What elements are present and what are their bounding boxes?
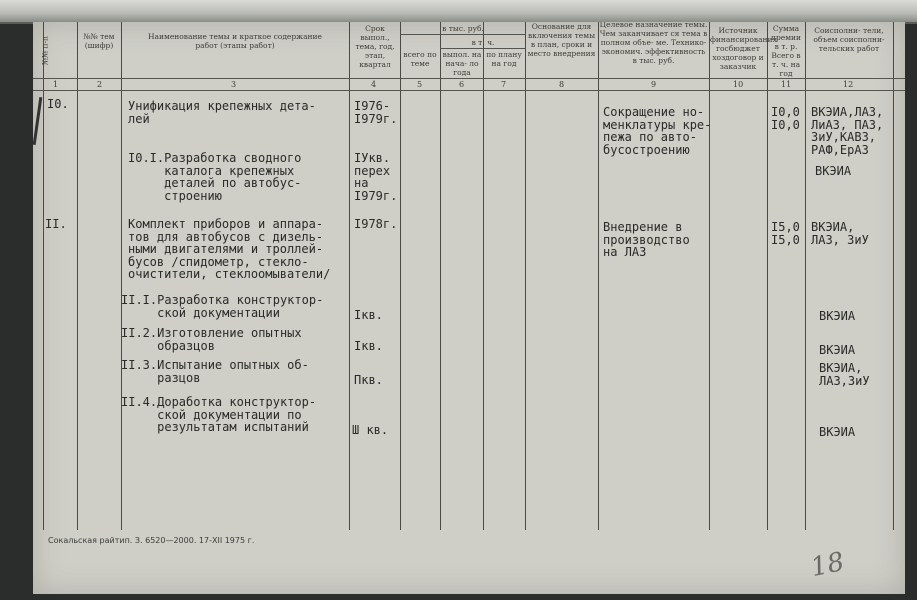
- header-premium: Сумма премии в т. р. Всего в т. ч. на год: [770, 24, 802, 78]
- header-plan: по плану на год: [486, 50, 522, 68]
- subrow-term: Iкв.: [354, 308, 383, 322]
- col-number: 4: [371, 80, 377, 89]
- col-number: 6: [459, 80, 465, 89]
- grid-line: [400, 22, 401, 530]
- subrow-coexecutors: ВКЭИА, ЛАЗ,ЗиУ: [819, 361, 870, 388]
- header-term: Срок выпол., тема, год, этап, квартал: [355, 24, 395, 69]
- header-done: выпол. на нача- ло года: [442, 50, 482, 77]
- header-no: №№ п-п: [40, 35, 50, 66]
- header-code: №№ тем (шифр): [83, 32, 115, 50]
- grid-line: [33, 78, 905, 79]
- grid-line: [43, 22, 44, 530]
- header-total: всего по теме: [403, 50, 437, 68]
- grid-line: [400, 34, 525, 35]
- row-purpose: Сокращение но- менклатуры кре- пежа по авто- бусостроению: [603, 105, 712, 157]
- col-number: 11: [781, 80, 792, 89]
- grid-line: [598, 22, 599, 530]
- header-incl: в т. ч.: [471, 38, 495, 47]
- grid-line: [77, 22, 78, 530]
- printer-footer: Сокальская райтип. З. 6520—2000. 17-XII 1975 г.: [48, 536, 255, 545]
- subrow-title: II.I.Разработка конструктор- ской документации: [121, 293, 324, 320]
- col-number: 9: [651, 80, 657, 89]
- subrow-term: Пкв.: [354, 373, 383, 387]
- row-premium: I5,0 I5,0: [771, 220, 800, 247]
- subrow-term: Ш кв.: [352, 423, 389, 437]
- header-cost: в тыс. руб.: [442, 24, 484, 33]
- row-title: Комплект приборов и аппара- тов для автобусов с дизель- ными двигателями и троллей- бусов /спидометр, стекло- очистители, стеклоомыватели/: [128, 217, 331, 281]
- row-title: Унификация крепежных дета- лей: [128, 99, 316, 126]
- document-page: [33, 22, 905, 594]
- grid-line: [33, 90, 905, 91]
- subrow-title: I0.I.Разработка сводного каталога крепежных деталей по автобус- строению: [128, 151, 302, 203]
- row-purpose: Внедрение в производство на ЛАЗ: [603, 220, 690, 259]
- col-number: 5: [417, 80, 423, 89]
- grid-line: [440, 48, 525, 49]
- header-basis: Основание для включения темы в план, сроки и место внедрения: [527, 22, 596, 58]
- header-purpose: Целевое назначение темы. Чем заканчивает ся тема в полном объе- ме. Технико-экономич. эффективность в тыс. руб.: [599, 22, 708, 65]
- subrow-title: II.3.Испытание опытных об- разцов: [121, 358, 309, 385]
- subrow-coexecutors: ВКЭИА: [819, 309, 856, 323]
- subrow-coexecutors: ВКЭИА: [819, 425, 856, 439]
- grid-line: [121, 22, 122, 530]
- subrow-title: II.4.Доработка конструктор- ской документации по результатам испытаний: [121, 395, 317, 434]
- col-number: 2: [97, 80, 103, 89]
- grid-line: [525, 22, 526, 530]
- binder-rod: [0, 0, 917, 24]
- col-number: 8: [559, 80, 565, 89]
- margin-mark: [33, 97, 42, 145]
- grid-line: [709, 22, 710, 530]
- grid-line: [893, 22, 894, 530]
- grid-line: [483, 22, 484, 530]
- subrow-title: II.2.Изготовление опытных образцов: [121, 326, 302, 353]
- row-term: I976- I979г.: [354, 99, 398, 126]
- handwritten-page-number: 18: [808, 546, 847, 584]
- col-number: 7: [501, 80, 507, 89]
- grid-line: [349, 22, 350, 530]
- row-coexecutors: ВКЭИА,ЛАЗ, ЛиАЗ, ПАЗ, ЗиУ,КАВЗ, РАФ,ЕрАЗ: [811, 105, 884, 157]
- grid-line: [767, 22, 768, 530]
- header-title: Наименование темы и краткое содержание работ (этапы работ): [148, 32, 322, 50]
- col-number: 10: [733, 80, 744, 89]
- col-number: 3: [231, 80, 237, 89]
- subrow-term: IУкв. перех на I979г.: [354, 151, 398, 203]
- row-number: II.: [45, 217, 67, 231]
- header-coexec: Соисполни- тели, объем соисполни- тельских работ: [813, 26, 885, 53]
- row-coexecutors: ВКЭИА, ЛАЗ, ЗиУ: [811, 220, 869, 247]
- row-number: I0.: [47, 97, 69, 111]
- col-number: 12: [843, 80, 854, 89]
- subrow-coexecutors: ВКЭИА: [815, 164, 852, 178]
- row-premium: I0,0 I0,0: [771, 105, 800, 132]
- grid-line: [805, 22, 806, 530]
- subrow-coexecutors: ВКЭИА: [819, 343, 856, 357]
- subrow-term: Iкв.: [354, 339, 383, 353]
- header-source: Источник финансирования госбюджет хоздоговор и заказчик: [710, 26, 778, 71]
- row-term: I978г.: [354, 217, 398, 231]
- grid-line: [440, 22, 441, 530]
- col-number: 1: [53, 80, 59, 89]
